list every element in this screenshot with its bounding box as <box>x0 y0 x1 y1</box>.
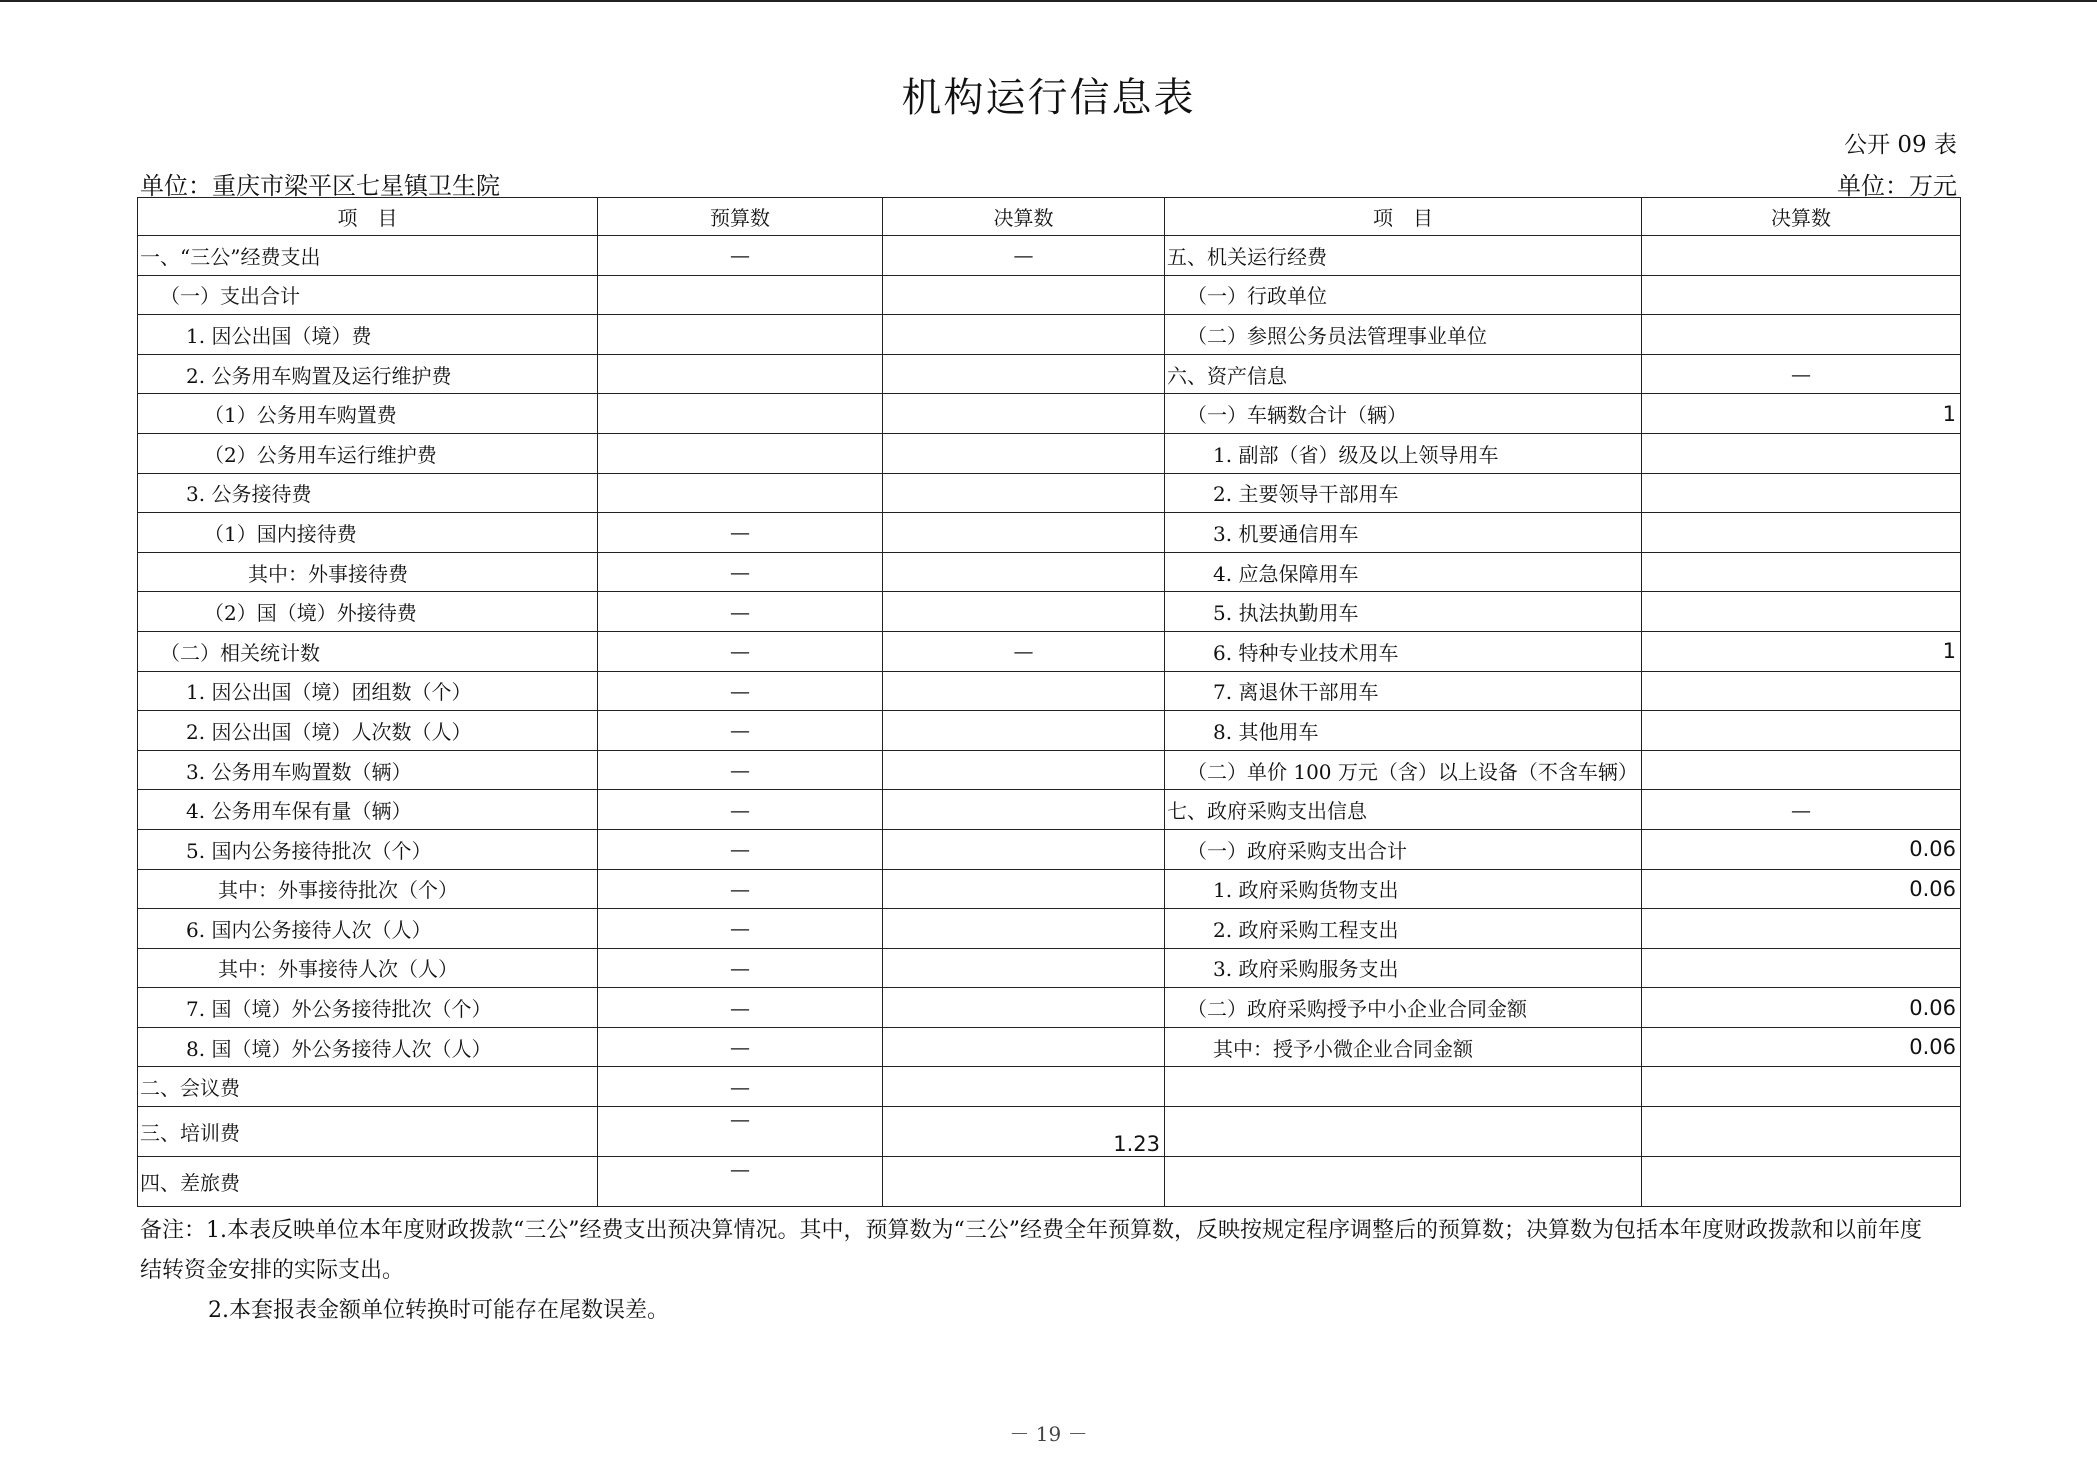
budget-value: — <box>598 790 883 830</box>
budget-value: — <box>598 869 883 909</box>
budget-value: — <box>598 988 883 1028</box>
table-row <box>138 829 1961 869</box>
budget-value: — <box>598 1027 883 1067</box>
right-item-label: 五、机关运行经费 <box>1165 236 1642 276</box>
final-value <box>883 869 1165 909</box>
right-item-label: 8. 其他用车 <box>1165 711 1642 751</box>
header-item: 项 目 <box>138 198 598 236</box>
table-row <box>138 671 1961 711</box>
right-final-value <box>1642 750 1961 790</box>
right-item-label: （一）行政单位 <box>1165 275 1642 315</box>
budget-value <box>598 473 883 513</box>
info-table <box>137 197 1961 1207</box>
right-final-value <box>1642 711 1961 751</box>
left-item-label: 2. 因公出国（境）人次数（人） <box>138 711 598 751</box>
header-budget: 预算数 <box>598 198 883 236</box>
left-item-label: 7. 国（境）外公务接待批次（个） <box>138 988 598 1028</box>
table-row <box>138 631 1961 671</box>
right-item-label: 3. 机要通信用车 <box>1165 513 1642 553</box>
budget-value: — <box>598 513 883 553</box>
budget-value <box>598 354 883 394</box>
final-value <box>883 671 1165 711</box>
final-value <box>883 711 1165 751</box>
left-item-label: 其中：外事接待人次（人） <box>138 948 598 988</box>
budget-value: — <box>598 671 883 711</box>
table-row <box>138 909 1961 949</box>
final-value <box>883 948 1165 988</box>
notes <box>140 1211 1970 1331</box>
budget-value: — <box>598 948 883 988</box>
right-item-label: 2. 政府采购工程支出 <box>1165 909 1642 949</box>
budget-value <box>598 315 883 355</box>
left-item-label: （1）公务用车购置费 <box>138 394 598 434</box>
right-item-label: 1. 政府采购货物支出 <box>1165 869 1642 909</box>
top-border-line <box>0 0 2097 2</box>
right-item-label: 7. 离退休干部用车 <box>1165 671 1642 711</box>
budget-value <box>598 433 883 473</box>
right-final-value <box>1642 671 1961 711</box>
table-row <box>138 790 1961 830</box>
left-item-label: 2. 公务用车购置及运行维护费 <box>138 354 598 394</box>
left-item-label: 3. 公务用车购置数（辆） <box>138 750 598 790</box>
table-row <box>138 473 1961 513</box>
left-item-label: 4. 公务用车保有量（辆） <box>138 790 598 830</box>
budget-value: — <box>598 592 883 632</box>
header-final: 决算数 <box>883 198 1165 236</box>
table-row <box>138 394 1961 434</box>
left-item-label: 1. 因公出国（境）团组数（个） <box>138 671 598 711</box>
right-item-label: 六、资产信息 <box>1165 354 1642 394</box>
right-final-value <box>1642 909 1961 949</box>
right-final-value <box>1642 1157 1961 1207</box>
table-row <box>138 711 1961 751</box>
left-item-label: 二、会议费 <box>138 1067 598 1107</box>
final-value <box>883 552 1165 592</box>
note-line-2: 结转资金安排的实际支出。 <box>140 1258 405 1283</box>
table-row <box>138 1067 1961 1107</box>
final-value <box>883 750 1165 790</box>
table-row <box>138 315 1961 355</box>
left-item-label: （2）国（境）外接待费 <box>138 592 598 632</box>
right-item-label: 5. 执法执勤用车 <box>1165 592 1642 632</box>
right-final-value: 0.06 <box>1642 988 1961 1028</box>
final-value <box>883 829 1165 869</box>
page-number: － 19 － <box>1009 1422 1088 1446</box>
final-value: — <box>883 236 1165 276</box>
table-row <box>138 1157 1961 1207</box>
right-final-value: 1 <box>1642 394 1961 434</box>
final-value: 1.23 <box>883 1107 1165 1157</box>
left-item-label: 5. 国内公务接待批次（个） <box>138 829 598 869</box>
right-final-value: 0.06 <box>1642 829 1961 869</box>
left-item-label: 3. 公务接待费 <box>138 473 598 513</box>
right-final-value: — <box>1642 354 1961 394</box>
right-item-label: （二）参照公务员法管理事业单位 <box>1165 315 1642 355</box>
left-item-label: 其中：外事接待费 <box>138 552 598 592</box>
right-final-value <box>1642 592 1961 632</box>
right-item-label: 1. 副部（省）级及以上领导用车 <box>1165 433 1642 473</box>
right-item-label: （二）政府采购授予中小企业合同金额 <box>1165 988 1642 1028</box>
table-row <box>138 236 1961 276</box>
table-row <box>138 750 1961 790</box>
right-item-label: （一）车辆数合计（辆） <box>1165 394 1642 434</box>
left-item-label: （2）公务用车运行维护费 <box>138 433 598 473</box>
table-row <box>138 552 1961 592</box>
final-value <box>883 1157 1165 1207</box>
right-final-value: 0.06 <box>1642 1027 1961 1067</box>
note-line-3: 2.本套报表金额单位转换时可能存在尾数误差。 <box>208 1298 669 1323</box>
note-line-1: 备注：1.本表反映单位本年度财政拨款“三公”经费支出预决算情况。其中，预算数为“三公”经费全年预算数，反映按规定程序调整后的预算数；决算数为包括本年度财政拨款和以前年度 <box>140 1218 1922 1243</box>
budget-value: — <box>598 829 883 869</box>
budget-value: — <box>598 750 883 790</box>
final-value <box>883 315 1165 355</box>
form-number: 公开 09 表 <box>1844 132 1957 158</box>
left-item-label: 6. 国内公务接待人次（人） <box>138 909 598 949</box>
right-final-value <box>1642 473 1961 513</box>
final-value <box>883 1067 1165 1107</box>
right-final-value <box>1642 552 1961 592</box>
budget-value: — <box>598 711 883 751</box>
right-item-label: 3. 政府采购服务支出 <box>1165 948 1642 988</box>
page-title: 机构运行信息表 <box>901 75 1196 121</box>
right-item-label: 七、政府采购支出信息 <box>1165 790 1642 830</box>
right-item-label: 2. 主要领导干部用车 <box>1165 473 1642 513</box>
table-row <box>138 1027 1961 1067</box>
table-row <box>138 869 1961 909</box>
final-value: — <box>883 631 1165 671</box>
right-final-value <box>1642 275 1961 315</box>
budget-value: — <box>598 631 883 671</box>
right-final-value: 0.06 <box>1642 869 1961 909</box>
left-item-label: （1）国内接待费 <box>138 513 598 553</box>
table-row <box>138 433 1961 473</box>
left-item-label: （二）相关统计数 <box>138 631 598 671</box>
table-row <box>138 513 1961 553</box>
final-value <box>883 473 1165 513</box>
budget-value <box>598 394 883 434</box>
right-final-value <box>1642 433 1961 473</box>
left-item-label: 8. 国（境）外公务接待人次（人） <box>138 1027 598 1067</box>
header-final-right: 决算数 <box>1642 198 1961 236</box>
right-final-value <box>1642 1107 1961 1157</box>
final-value <box>883 790 1165 830</box>
right-item-label <box>1165 1157 1642 1207</box>
left-item-label: 1. 因公出国（境）费 <box>138 315 598 355</box>
header-item-right: 项 目 <box>1165 198 1642 236</box>
table-row <box>138 354 1961 394</box>
right-item-label: 6. 特种专业技术用车 <box>1165 631 1642 671</box>
final-value <box>883 354 1165 394</box>
right-item-label: 4. 应急保障用车 <box>1165 552 1642 592</box>
right-item-label: （一）政府采购支出合计 <box>1165 829 1642 869</box>
table-header-row <box>138 198 1961 236</box>
final-value <box>883 988 1165 1028</box>
final-value <box>883 394 1165 434</box>
right-final-value <box>1642 236 1961 276</box>
budget-value: — <box>598 1067 883 1107</box>
right-item-label: （二）单价 100 万元（含）以上设备（不含车辆） <box>1165 750 1642 790</box>
right-item-label <box>1165 1067 1642 1107</box>
left-item-label: 一、“三公”经费支出 <box>138 236 598 276</box>
final-value <box>883 275 1165 315</box>
right-final-value: — <box>1642 790 1961 830</box>
final-value <box>883 909 1165 949</box>
budget-value: — <box>598 1107 883 1157</box>
budget-value: — <box>598 552 883 592</box>
final-value <box>883 592 1165 632</box>
final-value <box>883 433 1165 473</box>
final-value <box>883 513 1165 553</box>
budget-value: — <box>598 1157 883 1207</box>
organization-unit: 单位：重庆市梁平区七星镇卫生院 <box>140 172 500 200</box>
table-row <box>138 275 1961 315</box>
left-item-label: 其中：外事接待批次（个） <box>138 869 598 909</box>
budget-value: — <box>598 909 883 949</box>
table-row <box>138 592 1961 632</box>
table-row <box>138 948 1961 988</box>
budget-value <box>598 275 883 315</box>
budget-value: — <box>598 236 883 276</box>
table-row <box>138 1107 1961 1157</box>
table-row <box>138 988 1961 1028</box>
right-item-label <box>1165 1107 1642 1157</box>
right-final-value <box>1642 948 1961 988</box>
final-value <box>883 1027 1165 1067</box>
left-item-label: 三、培训费 <box>138 1107 598 1157</box>
right-final-value <box>1642 513 1961 553</box>
right-final-value <box>1642 315 1961 355</box>
left-item-label: 四、差旅费 <box>138 1157 598 1207</box>
right-item-label: 其中：授予小微企业合同金额 <box>1165 1027 1642 1067</box>
currency-unit: 单位：万元 <box>1837 172 1957 200</box>
right-final-value: 1 <box>1642 631 1961 671</box>
right-final-value <box>1642 1067 1961 1107</box>
left-item-label: （一）支出合计 <box>138 275 598 315</box>
